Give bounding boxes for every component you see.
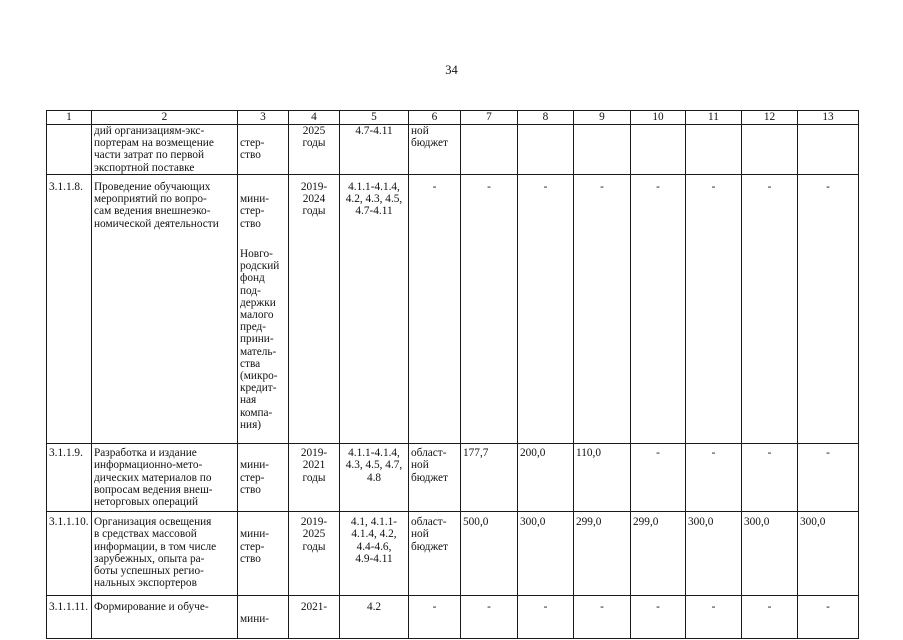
funding-value: - (631, 444, 686, 512)
funding-value: - (518, 596, 574, 639)
activity-indicators: 4.1.1-4.1.4, 4.3, 4.5, 4.7, 4.8 (340, 444, 409, 512)
activity-name: Организация освещения в средствах массовой информации, в том числе зарубежных, опыта ра- боты успешных регио- нальных экспортеров (92, 512, 238, 596)
funding-source: - (409, 596, 461, 639)
executor-text: мини- стер- ство (240, 193, 270, 230)
activity-indicators: 4.7-4.11 (340, 125, 409, 175)
activity-indicators: 4.1, 4.1.1- 4.1.4, 4.2, 4.4-4.6, 4.9-4.11 (340, 512, 409, 596)
column-number: 12 (742, 111, 798, 125)
page-number: 34 (445, 63, 458, 77)
activity-number: 3.1.1.9. (47, 444, 92, 512)
table-row (47, 596, 859, 639)
column-number-row (47, 111, 859, 125)
activity-period: 2021- (289, 596, 340, 639)
table-row (47, 512, 859, 596)
activity-name: дий организациям-экс- портерам на возмещение части затрат по первой экспортной поставке (92, 125, 238, 175)
activity-number: 3.1.1.11. (47, 596, 92, 639)
funding-value: - (574, 596, 631, 639)
funding-source: - (409, 175, 461, 444)
funding-value: 300,0 (742, 512, 798, 596)
funding-value: - (798, 596, 859, 639)
funding-value: - (742, 175, 798, 444)
funding-value (461, 125, 518, 175)
column-number: 5 (340, 111, 409, 125)
funding-value: - (742, 596, 798, 639)
activity-period: 2019- 2024 годы (289, 175, 340, 444)
funding-value: - (461, 596, 518, 639)
funding-value (631, 125, 686, 175)
funding-source: област- ной бюджет (409, 512, 461, 596)
funding-source: ной бюджет (409, 125, 461, 175)
activity-number: 3.1.1.8. (47, 175, 92, 444)
funding-value (686, 125, 742, 175)
funding-value: 300,0 (686, 512, 742, 596)
activity-executor (238, 444, 289, 512)
executor-text: мини- стер- ство (240, 528, 270, 565)
executor-text: Новго- родский фонд под- держки малого пред- прини- матель- ства (микро- кредит- ная компа- ния) (240, 248, 280, 431)
column-number: 1 (47, 111, 92, 125)
table-row (47, 175, 859, 444)
column-number: 10 (631, 111, 686, 125)
executor-text: мини- (240, 613, 270, 626)
funding-value: 300,0 (798, 512, 859, 596)
activity-name: Формирование и обуче- (92, 596, 238, 639)
activity-period: 2025 годы (289, 125, 340, 175)
program-activities-table (46, 110, 859, 639)
funding-value: - (742, 444, 798, 512)
activity-executor (238, 596, 289, 639)
funding-value: 177,7 (461, 444, 518, 512)
funding-value: - (574, 175, 631, 444)
funding-value: - (798, 444, 859, 512)
activity-indicators: 4.1.1-4.1.4, 4.2, 4.3, 4.5, 4.7-4.11 (340, 175, 409, 444)
funding-value: 299,0 (631, 512, 686, 596)
funding-value: - (518, 175, 574, 444)
funding-value: - (631, 596, 686, 639)
activity-number (47, 125, 92, 175)
funding-value (574, 125, 631, 175)
funding-source: област- ной бюджет (409, 444, 461, 512)
column-number: 7 (461, 111, 518, 125)
activity-executor (238, 125, 289, 175)
funding-value: - (686, 444, 742, 512)
funding-value (518, 125, 574, 175)
funding-value: - (461, 175, 518, 444)
activity-executor (238, 512, 289, 596)
column-number: 6 (409, 111, 461, 125)
table-row (47, 125, 859, 175)
funding-value: 299,0 (574, 512, 631, 596)
column-number: 3 (238, 111, 289, 125)
funding-value: - (686, 175, 742, 444)
funding-value: 200,0 (518, 444, 574, 512)
funding-value: 500,0 (461, 512, 518, 596)
column-number: 8 (518, 111, 574, 125)
column-number: 4 (289, 111, 340, 125)
activity-number: 3.1.1.10. (47, 512, 92, 596)
funding-value: 110,0 (574, 444, 631, 512)
executor-text: стер- ство (240, 137, 265, 162)
funding-value: - (686, 596, 742, 639)
executor-text: мини- стер- ство (240, 459, 270, 496)
funding-value (742, 125, 798, 175)
table-row (47, 444, 859, 512)
column-number: 2 (92, 111, 238, 125)
column-number: 13 (798, 111, 859, 125)
activity-name: Разработка и издание информационно-мето- дических материалов по вопросам ведения внеш- неторговых операций (92, 444, 238, 512)
funding-value: - (798, 175, 859, 444)
column-number: 9 (574, 111, 631, 125)
activity-name: Проведение обучающих мероприятий по вопро- сам ведения внешнеэко- номической деятельности (92, 175, 238, 444)
activity-period: 2019- 2021 годы (289, 444, 340, 512)
activity-indicators: 4.2 (340, 596, 409, 639)
funding-value (798, 125, 859, 175)
funding-value: - (631, 175, 686, 444)
activity-executor (238, 175, 289, 444)
activity-period: 2019- 2025 годы (289, 512, 340, 596)
column-number: 11 (686, 111, 742, 125)
funding-value: 300,0 (518, 512, 574, 596)
